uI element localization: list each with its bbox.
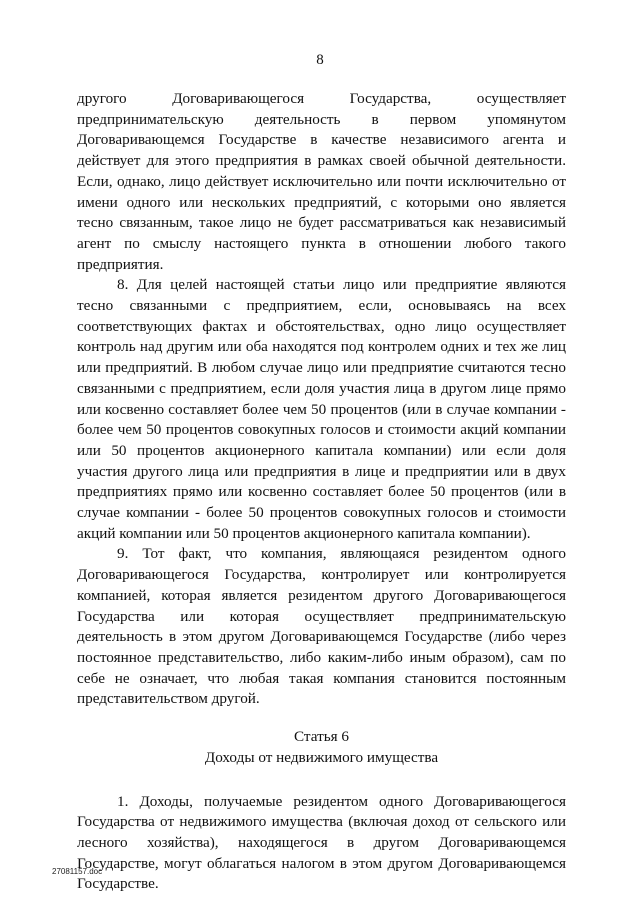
article-number: Статья 6 <box>293 728 350 746</box>
paragraph-continuation: другого Договаривающегося Государства, осуществляет предпринимательскую деятельность в первом упомянутом Договаривающемся Государстве в качестве независимого агента и действует для этого предприятия в рамках своей обычной деятельности. Если, однако, лицо действует исключительно или почти исключительно от имени одного или нескольких предприятий, с которыми оно является тесно связанным, такое лицо не будет рассматриваться как независимый агент по смыслу настоящего пункта в отношении любого такого предприятия. <box>77 90 566 273</box>
article-6-paragraph-1: 1. Доходы, получаемые резидентом одного Договаривающегося Государства от недвижимого имущества (включая доход от сельского или лесного хозяйства), находящегося в другом Договаривающемся Государстве, могут облагаться налогом в этом другом Договаривающемся Государстве. <box>77 792 566 893</box>
paragraph-9: 9. Тот факт, что компания, являющаяся резидентом одного Договаривающегося Государства, контролирует или контролируется компанией, которая является резидентом другого Договаривающегося Государства или которая осуществляет предпринимательскую деятельность в этом другом Договаривающемся Государстве (либо через постоянное представительство, либо каким-либо иным образом), сам по себе не означает, что любая такая компания становится постоянным представительством другой. <box>77 545 566 708</box>
document-body <box>77 89 566 895</box>
paragraph-8: 8. Для целей настоящей статьи лицо или предприятие являются тесно связанными с предприятием, если, основываясь на всех соответствующих фактах и обстоятельствах, одно лицо осуществляет контроль над другим или оба находятся под контролем одних и тех же лиц или предприятий. В любом случае лицо или предприятие считаются тесно связанными с предприятием, если доля участия лица в другом лице прямо или косвенно составляет более чем 50 процентов (или в случае компании - более чем 50 процентов совокупных голосов и стоимости акций компании или 50 процентов акционерного капитала компании) или если доля участия другого лица или предприятия в лице и предприятии или в двух предприятиях прямо или косвенно составляет более 50 процентов (или в случае компании - более 50 процентов совокупных голосов и стоимости акций компании или 50 процентов акционерного капитала компании). <box>77 276 566 542</box>
document-code: 27081157.doc <box>52 867 103 876</box>
article-title: Доходы от недвижимого имущества <box>204 748 439 766</box>
page-number: 8 <box>316 52 324 68</box>
